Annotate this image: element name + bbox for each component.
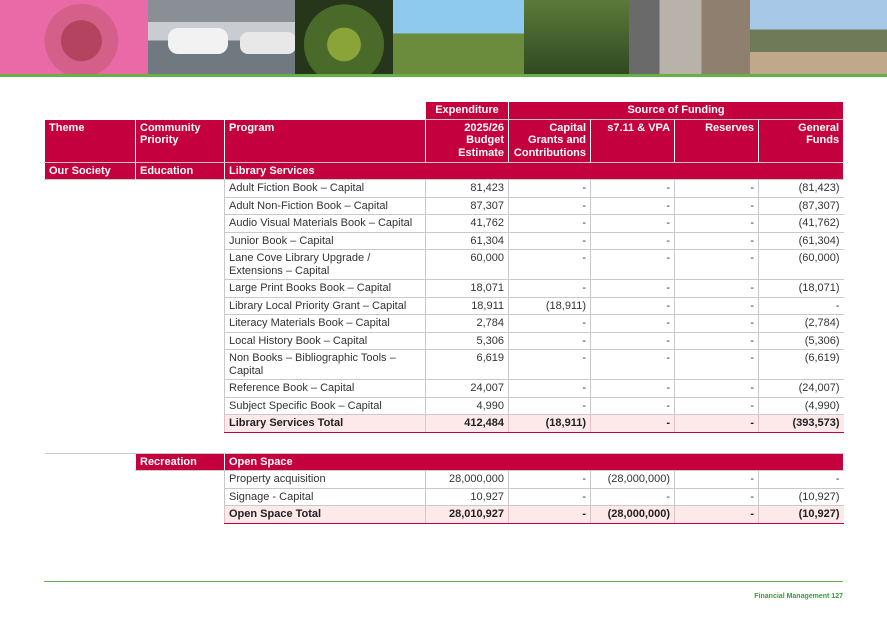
s711-cell: - — [591, 232, 675, 250]
reserves-header: Reserves — [675, 119, 759, 162]
electric-cars-photo — [148, 0, 295, 74]
table-row — [45, 250, 844, 280]
general-funds-header: General Funds — [759, 119, 844, 162]
table-row — [45, 471, 844, 489]
priority-cell: Education — [136, 162, 225, 180]
header-row-top — [45, 102, 844, 120]
general-funds-cell: (2,784) — [759, 315, 844, 333]
street-people-photo — [629, 0, 750, 74]
grants-cell: - — [509, 488, 591, 506]
s711-cell: - — [591, 488, 675, 506]
s711-cell: (28,000,000) — [591, 471, 675, 489]
table-row — [45, 180, 844, 198]
footer-divider — [44, 581, 843, 582]
table-row — [45, 397, 844, 415]
general-funds-cell: (81,423) — [759, 180, 844, 198]
table-row — [45, 215, 844, 233]
table-row — [45, 332, 844, 350]
community-priority-header: Community Priority — [136, 119, 225, 162]
section-row-library — [45, 162, 844, 180]
program-name-cell: Library Local Priority Grant – Capital — [225, 297, 426, 315]
budget-cell: 6,619 — [426, 350, 509, 380]
total-s711: - — [591, 415, 675, 433]
general-funds-cell: (6,619) — [759, 350, 844, 380]
family-park-photo — [393, 0, 524, 74]
total-budget: 28,010,927 — [426, 506, 509, 524]
reserves-cell: - — [675, 488, 759, 506]
grants-cell: - — [509, 332, 591, 350]
budget-cell: 60,000 — [426, 250, 509, 280]
total-grants: - — [509, 506, 591, 524]
grants-cell: - — [509, 250, 591, 280]
s711-cell: - — [591, 280, 675, 298]
reserves-cell: - — [675, 180, 759, 198]
program-header: Program — [225, 119, 426, 162]
general-funds-cell: (4,990) — [759, 397, 844, 415]
s711-cell: - — [591, 380, 675, 398]
frog-photo — [295, 0, 393, 74]
source-of-funding-header: Source of Funding — [509, 102, 844, 120]
reserves-cell: - — [675, 380, 759, 398]
total-budget: 412,484 — [426, 415, 509, 433]
open-space-total-row — [45, 506, 844, 524]
expenditure-header: Expenditure — [426, 102, 509, 120]
budget-cell: 5,306 — [426, 332, 509, 350]
kids-garden-photo — [524, 0, 629, 74]
reserves-cell: - — [675, 332, 759, 350]
total-general: (10,927) — [759, 506, 844, 524]
s711-cell: - — [591, 215, 675, 233]
children-reading-photo — [0, 0, 148, 74]
banner-divider — [0, 74, 887, 77]
budget-cell: 24,007 — [426, 380, 509, 398]
table-row — [45, 280, 844, 298]
total-reserves: - — [675, 506, 759, 524]
reserves-cell: - — [675, 397, 759, 415]
photo-banner — [0, 0, 887, 74]
spacer-row — [45, 432, 844, 453]
s711-cell: - — [591, 297, 675, 315]
general-funds-cell: (60,000) — [759, 250, 844, 280]
grants-cell: - — [509, 350, 591, 380]
table-row — [45, 297, 844, 315]
program-name-cell: Junior Book – Capital — [225, 232, 426, 250]
theme-header: Theme — [45, 119, 136, 162]
section-row-open-space — [45, 453, 844, 471]
total-label: Library Services Total — [225, 415, 426, 433]
grants-cell: - — [509, 280, 591, 298]
s711-cell: - — [591, 180, 675, 198]
program-name-cell: Audio Visual Materials Book – Capital — [225, 215, 426, 233]
grants-cell: - — [509, 232, 591, 250]
reserves-cell: - — [675, 297, 759, 315]
s711-cell: - — [591, 315, 675, 333]
reserves-cell: - — [675, 350, 759, 380]
budget-cell: 41,762 — [426, 215, 509, 233]
budget-cell: 18,071 — [426, 280, 509, 298]
total-reserves: - — [675, 415, 759, 433]
total-grants: (18,911) — [509, 415, 591, 433]
general-funds-cell: - — [759, 297, 844, 315]
s711-cell: - — [591, 197, 675, 215]
grants-cell: - — [509, 380, 591, 398]
s711-cell: - — [591, 332, 675, 350]
program-name-cell: Reference Book – Capital — [225, 380, 426, 398]
grants-cell: (18,911) — [509, 297, 591, 315]
s711-cell: - — [591, 250, 675, 280]
reserves-cell: - — [675, 315, 759, 333]
general-funds-cell: (41,762) — [759, 215, 844, 233]
total-s711: (28,000,000) — [591, 506, 675, 524]
budget-cell: 61,304 — [426, 232, 509, 250]
general-funds-cell: (24,007) — [759, 380, 844, 398]
grants-cell: - — [509, 471, 591, 489]
table-row — [45, 232, 844, 250]
general-funds-cell: - — [759, 471, 844, 489]
program-name-cell: Local History Book – Capital — [225, 332, 426, 350]
program-name-cell: Adult Non-Fiction Book – Capital — [225, 197, 426, 215]
priority-cell: Recreation — [136, 453, 225, 471]
theme-cell: Our Society — [45, 162, 136, 180]
general-funds-cell: (5,306) — [759, 332, 844, 350]
budget-cell: 81,423 — [426, 180, 509, 198]
program-name-cell: Signage - Capital — [225, 488, 426, 506]
reserves-cell: - — [675, 250, 759, 280]
program-name-cell: Property acquisition — [225, 471, 426, 489]
table-row — [45, 197, 844, 215]
program-name-cell: Adult Fiction Book – Capital — [225, 180, 426, 198]
budget-cell: 87,307 — [426, 197, 509, 215]
header-row — [45, 119, 844, 162]
table-row — [45, 488, 844, 506]
program-name-cell: Lane Cove Library Upgrade / Extensions – Capital — [225, 250, 426, 280]
program-name-cell: Large Print Books Book – Capital — [225, 280, 426, 298]
general-funds-cell: (18,071) — [759, 280, 844, 298]
general-funds-cell: (61,304) — [759, 232, 844, 250]
grants-cell: - — [509, 397, 591, 415]
reserves-cell: - — [675, 471, 759, 489]
s711-cell: - — [591, 397, 675, 415]
reserves-cell: - — [675, 232, 759, 250]
program-cell: Library Services — [225, 162, 844, 180]
reserves-cell: - — [675, 215, 759, 233]
s711-cell: - — [591, 350, 675, 380]
budget-cell: 10,927 — [426, 488, 509, 506]
s711-header: s7.11 & VPA — [591, 119, 675, 162]
table-row — [45, 315, 844, 333]
total-label: Open Space Total — [225, 506, 426, 524]
page-footer: Financial Management 127 — [754, 593, 843, 600]
budget-cell: 4,990 — [426, 397, 509, 415]
table-row — [45, 380, 844, 398]
general-funds-cell: (87,307) — [759, 197, 844, 215]
budget-cell: 18,911 — [426, 297, 509, 315]
general-funds-cell: (10,927) — [759, 488, 844, 506]
total-general: (393,573) — [759, 415, 844, 433]
budget-table — [44, 101, 844, 524]
capital-grants-header: Capital Grants and Contributions — [509, 119, 591, 162]
program-name-cell: Non Books – Bibliographic Tools – Capital — [225, 350, 426, 380]
program-cell: Open Space — [225, 453, 844, 471]
grants-cell: - — [509, 215, 591, 233]
program-name-cell: Literacy Materials Book – Capital — [225, 315, 426, 333]
budget-cell: 28,000,000 — [426, 471, 509, 489]
budget-header: 2025/26 Budget Estimate — [426, 119, 509, 162]
table-row — [45, 350, 844, 380]
library-total-row — [45, 415, 844, 433]
plaza-building-photo — [750, 0, 887, 74]
reserves-cell: - — [675, 280, 759, 298]
budget-cell: 2,784 — [426, 315, 509, 333]
reserves-cell: - — [675, 197, 759, 215]
grants-cell: - — [509, 197, 591, 215]
grants-cell: - — [509, 315, 591, 333]
program-name-cell: Subject Specific Book – Capital — [225, 397, 426, 415]
grants-cell: - — [509, 180, 591, 198]
